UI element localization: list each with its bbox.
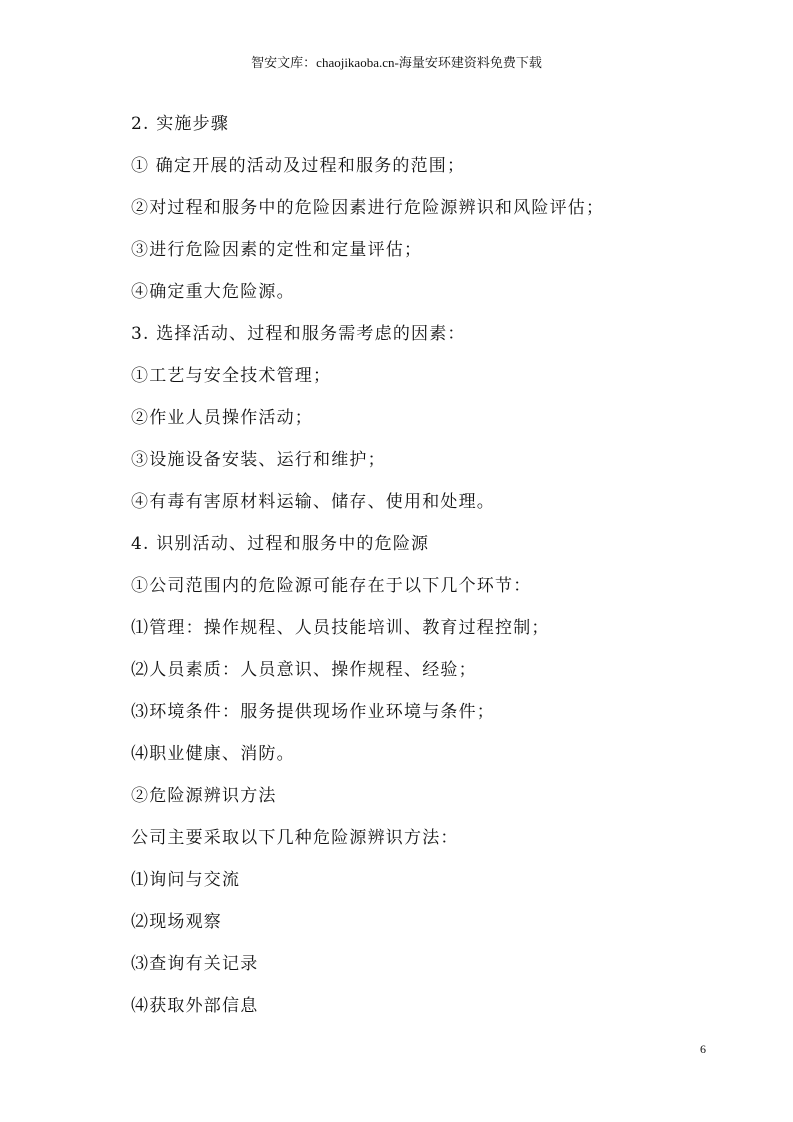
list-item: ① 确定开展的活动及过程和服务的范围； bbox=[131, 156, 466, 176]
sub-list-item: ⑶查询有关记录 bbox=[131, 954, 259, 974]
sub-list-item: ⑶环境条件：服务提供现场作业环境与条件； bbox=[131, 702, 495, 722]
list-item: ③进行危险因素的定性和定量评估； bbox=[131, 240, 423, 260]
paragraph: 公司主要采取以下几种危险源辨识方法： bbox=[131, 828, 459, 848]
document-body bbox=[131, 103, 731, 1027]
sub-list-item: ⑷获取外部信息 bbox=[131, 996, 259, 1016]
list-item: ③设施设备安装、运行和维护； bbox=[131, 450, 386, 470]
section-heading-factors: 3. 选择活动、过程和服务需考虑的因素： bbox=[131, 324, 466, 344]
list-item: ④确定重大危险源。 bbox=[131, 282, 295, 302]
list-item: ②对过程和服务中的危险因素进行危险源辨识和风险评估； bbox=[131, 198, 605, 218]
page-header: 智安文库：chaojikaoba.cn-海量安环建资料免费下载 bbox=[251, 55, 542, 70]
list-item: ②危险源辨识方法 bbox=[131, 786, 277, 806]
list-item: ④有毒有害原材料运输、储存、使用和处理。 bbox=[131, 492, 495, 512]
sub-list-item: ⑵现场观察 bbox=[131, 912, 222, 932]
section-heading-implementation-steps: 2. 实施步骤 bbox=[131, 114, 230, 134]
section-heading-hazard-identification: 4. 识别活动、过程和服务中的危险源 bbox=[131, 534, 430, 554]
list-item: ①工艺与安全技术管理； bbox=[131, 366, 332, 386]
sub-list-item: ⑷职业健康、消防。 bbox=[131, 744, 295, 764]
list-item: ①公司范围内的危险源可能存在于以下几个环节： bbox=[131, 576, 532, 596]
sub-list-item: ⑴询问与交流 bbox=[131, 870, 241, 890]
page-number: 6 bbox=[700, 1042, 706, 1056]
sub-list-item: ⑵人员素质：人员意识、操作规程、经验； bbox=[131, 660, 477, 680]
sub-list-item: ⑴管理：操作规程、人员技能培训、教育过程控制； bbox=[131, 618, 550, 638]
list-item: ②作业人员操作活动； bbox=[131, 408, 313, 428]
